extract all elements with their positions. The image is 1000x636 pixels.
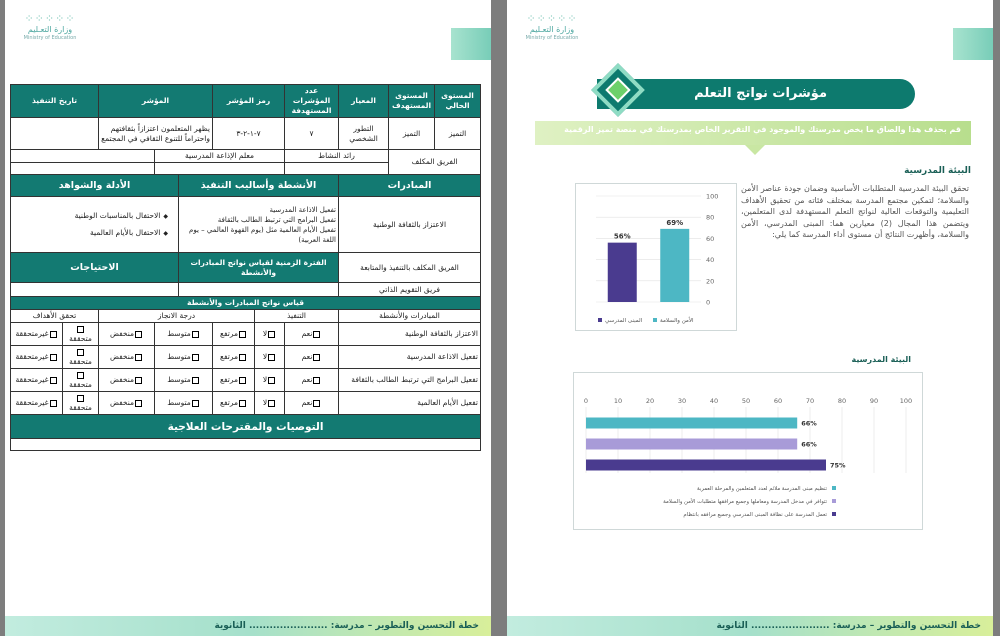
checkbox-icon bbox=[192, 331, 199, 338]
x-tick-label: 30 bbox=[677, 397, 687, 405]
ministry-logo bbox=[17, 13, 83, 47]
checkbox-icon bbox=[192, 377, 199, 384]
evidence-text: الاحتفال بالمناسبات الوطنية bbox=[74, 210, 161, 220]
x-tick-label: 50 bbox=[741, 397, 751, 405]
opt-label: لا bbox=[262, 375, 268, 384]
opt-label: نعم bbox=[301, 375, 313, 384]
team-blank-3[interactable] bbox=[11, 163, 155, 175]
opt-label: نعم bbox=[301, 352, 313, 361]
checkbox-icon bbox=[313, 331, 320, 338]
opt-yes[interactable] bbox=[285, 369, 339, 392]
opt-medium[interactable] bbox=[155, 392, 213, 415]
opt-label: مرتفع bbox=[220, 375, 239, 384]
cell-level-target: التميز bbox=[389, 118, 435, 150]
vertical-bar-chart bbox=[576, 184, 736, 330]
y-tick-label: 40 bbox=[706, 256, 715, 265]
corner-decoration bbox=[953, 28, 993, 60]
opt-label: متوسط bbox=[167, 329, 191, 338]
data-label: 75% bbox=[830, 461, 846, 470]
checkbox-icon bbox=[77, 395, 84, 402]
checkbox-icon bbox=[268, 400, 275, 407]
checkbox-icon bbox=[135, 331, 142, 338]
logo-mark-icon: ⁘⁘⁘⁘⁘ bbox=[526, 12, 578, 25]
opt-low[interactable] bbox=[99, 346, 155, 369]
bar bbox=[586, 439, 797, 450]
opt-yes[interactable] bbox=[285, 346, 339, 369]
checkbox-icon bbox=[268, 331, 275, 338]
chart-1-container bbox=[575, 183, 737, 331]
checkbox-icon bbox=[77, 326, 84, 333]
opt-label: لا bbox=[262, 352, 268, 361]
opt-medium[interactable] bbox=[155, 323, 213, 346]
chart-2-title: البيئة المدرسية bbox=[851, 355, 911, 364]
cell-activities bbox=[179, 197, 339, 253]
th-initiatives: المبادرات bbox=[339, 175, 481, 197]
measure-item: الاعتزاز بالثقافة الوطنية bbox=[339, 323, 481, 346]
y-tick-label: 0 bbox=[706, 298, 711, 307]
checkbox-icon bbox=[313, 400, 320, 407]
plan-table bbox=[10, 84, 481, 451]
ministry-logo bbox=[519, 13, 585, 47]
measure-item: تفعيل الأيام العالمية bbox=[339, 392, 481, 415]
opt-label: متحققة bbox=[69, 380, 92, 389]
activity-leader: رائد النشاط bbox=[285, 150, 389, 163]
checkbox-icon bbox=[50, 354, 57, 361]
legend-swatch bbox=[653, 318, 657, 322]
activity-item: تفعيل البرامج التي ترتبط الطالب بالثقافة bbox=[217, 215, 337, 224]
opt-not-achieved[interactable] bbox=[11, 323, 63, 346]
legend-swatch bbox=[832, 486, 836, 490]
measure-row bbox=[11, 323, 481, 346]
th-level-current: المستوى الحالي bbox=[435, 85, 481, 118]
checkbox-icon bbox=[77, 349, 84, 356]
th-exec-date: تاريخ التنفيذ bbox=[11, 85, 99, 118]
team-label: الفريق المكلف bbox=[389, 150, 481, 175]
measure-row bbox=[11, 346, 481, 369]
data-label: 56% bbox=[613, 232, 631, 241]
mh-execution: التنفيذ bbox=[255, 310, 339, 323]
checkbox-icon bbox=[239, 377, 246, 384]
opt-medium[interactable] bbox=[155, 369, 213, 392]
checkbox-icon bbox=[77, 372, 84, 379]
x-tick-label: 80 bbox=[837, 397, 847, 405]
opt-not-achieved[interactable] bbox=[11, 369, 63, 392]
opt-label: غيرمتحققة bbox=[15, 375, 49, 384]
opt-label: منخفض bbox=[109, 352, 135, 361]
checkbox-icon bbox=[50, 377, 57, 384]
self-eval-label: فريق التقويم الذاتي bbox=[339, 283, 481, 297]
legend-swatch bbox=[832, 512, 836, 516]
mh-item: المبادرات والأنشطة bbox=[339, 310, 481, 323]
opt-label: لا bbox=[262, 398, 268, 407]
opt-high[interactable] bbox=[213, 346, 255, 369]
page-footer: خطة التحسين والتطوير – مدرسة: ....................... الثانوية bbox=[5, 616, 491, 636]
data-label: 66% bbox=[801, 419, 817, 428]
checkbox-icon bbox=[239, 400, 246, 407]
measure-item: تفعيل الاذاعة المدرسية bbox=[339, 346, 481, 369]
corner-decoration bbox=[451, 28, 491, 60]
cell-exec-date[interactable] bbox=[11, 118, 99, 150]
opt-no[interactable] bbox=[255, 323, 285, 346]
cell-indicator: يظهر المتعلمون اعتزازاً بثقافتهم واحتراماً للتنوع الثقافي في المجتمع bbox=[99, 118, 213, 150]
checkbox-icon bbox=[192, 354, 199, 361]
opt-label: غيرمتحققة bbox=[15, 398, 49, 407]
checkbox-icon bbox=[135, 400, 142, 407]
opt-no[interactable] bbox=[255, 346, 285, 369]
opt-label: مرتفع bbox=[220, 352, 239, 361]
measure-row bbox=[11, 369, 481, 392]
team-blank-1[interactable] bbox=[285, 163, 389, 175]
x-tick-label: 90 bbox=[869, 397, 879, 405]
opt-achieved[interactable] bbox=[63, 392, 99, 415]
timeline-blank[interactable] bbox=[179, 283, 339, 297]
opt-low[interactable] bbox=[99, 323, 155, 346]
legend-label: تعمل المدرسة على نظافة المبنى المدرسي وجميع مرافقه بانتظام bbox=[683, 512, 827, 518]
team-blank-2[interactable] bbox=[155, 163, 285, 175]
opt-label: متحققة bbox=[69, 334, 92, 343]
checkbox-icon bbox=[135, 354, 142, 361]
th-level-target: المستوى المستهدف bbox=[389, 85, 435, 118]
cell-indicator-code: ٧-١-٢-٣ bbox=[213, 118, 285, 150]
opt-achieved[interactable] bbox=[63, 369, 99, 392]
opt-not-achieved[interactable] bbox=[11, 346, 63, 369]
mh-degree: درجة الانجاز bbox=[99, 310, 255, 323]
th-standard: المعيار bbox=[339, 85, 389, 118]
opt-label: منخفض bbox=[109, 375, 135, 384]
opt-label: غيرمتحققة bbox=[15, 352, 49, 361]
opt-low[interactable] bbox=[99, 369, 155, 392]
checkbox-icon bbox=[50, 331, 57, 338]
opt-label: مرتفع bbox=[220, 329, 239, 338]
opt-no[interactable] bbox=[255, 392, 285, 415]
horizontal-bar-chart bbox=[574, 373, 922, 529]
opt-achieved[interactable] bbox=[63, 346, 99, 369]
logo-mark-icon: ⁘⁘⁘⁘⁘ bbox=[24, 12, 76, 25]
checkbox-icon bbox=[135, 377, 142, 384]
opt-medium[interactable] bbox=[155, 346, 213, 369]
cell-evidence bbox=[11, 197, 179, 253]
x-tick-label: 70 bbox=[805, 397, 815, 405]
logo-subtext: Ministry of Education bbox=[23, 35, 77, 41]
x-tick-label: 40 bbox=[709, 397, 719, 405]
checkbox-icon bbox=[192, 400, 199, 407]
diamond-bullet-icon: ◆ bbox=[163, 212, 169, 220]
y-tick-label: 100 bbox=[706, 192, 719, 201]
cell-level-current: التميز bbox=[435, 118, 481, 150]
instruction-banner: قم بحذف هذا والصاق ما يخص مدرستك والموجود في التقرير الخاص بمدرستك في منصة تميز الرقمية bbox=[535, 121, 971, 145]
opt-label: متوسط bbox=[167, 375, 191, 384]
opt-label: مرتفع bbox=[220, 398, 239, 407]
legend-swatch bbox=[832, 499, 836, 503]
legend-label: تنظيم مبنى المدرسة ملائم لعدد المتعلمين والمرحلة العمرية bbox=[696, 486, 827, 492]
opt-label: متحققة bbox=[69, 403, 92, 412]
opt-yes[interactable] bbox=[285, 392, 339, 415]
legend-swatch bbox=[598, 318, 602, 322]
checkbox-icon bbox=[239, 331, 246, 338]
title-banner bbox=[597, 79, 915, 109]
checkbox-icon bbox=[239, 354, 246, 361]
evidence-item bbox=[13, 211, 168, 222]
opt-low[interactable] bbox=[99, 392, 155, 415]
data-label: 66% bbox=[801, 440, 817, 449]
opt-high[interactable] bbox=[213, 392, 255, 415]
recommendations-blank[interactable] bbox=[11, 439, 481, 451]
measure-row bbox=[11, 392, 481, 415]
bar bbox=[586, 418, 797, 429]
page-title: مؤشرات نواتج التعلم bbox=[694, 86, 827, 101]
chart-2-container bbox=[573, 372, 923, 530]
opt-label: متوسط bbox=[167, 398, 191, 407]
opt-label: نعم bbox=[301, 398, 313, 407]
opt-achieved[interactable] bbox=[63, 323, 99, 346]
page-footer: خطة التحسين والتطوير – مدرسة: ....................... الثانوية bbox=[507, 616, 993, 636]
legend-label: المبنى المدرسي bbox=[605, 318, 643, 324]
x-tick-label: 20 bbox=[645, 397, 655, 405]
plan-page bbox=[5, 0, 491, 636]
th-indicator-code: رمز المؤشر bbox=[213, 85, 285, 118]
opt-label: غيرمتحققة bbox=[15, 329, 49, 338]
needs-blank[interactable] bbox=[11, 283, 179, 297]
x-tick-label: 60 bbox=[773, 397, 783, 405]
evidence-item bbox=[13, 228, 168, 239]
section-title: البيئة المدرسية bbox=[904, 166, 971, 176]
checkbox-icon bbox=[268, 377, 275, 384]
opt-label: منخفض bbox=[109, 398, 135, 407]
legend-label: تتوافر في مدخل المدرسة ومعاملها وجميع مرافقها متطلبات الأمن والسلامة bbox=[663, 499, 827, 505]
bar bbox=[608, 243, 637, 302]
opt-high[interactable] bbox=[213, 323, 255, 346]
radio-teacher: معلم الإذاعة المدرسية bbox=[155, 150, 285, 163]
indicators-page bbox=[507, 0, 993, 636]
opt-label: لا bbox=[262, 329, 268, 338]
activity-item: تفعيل الاذاعة المدرسية bbox=[269, 205, 337, 214]
opt-yes[interactable] bbox=[285, 323, 339, 346]
y-tick-label: 80 bbox=[706, 213, 715, 222]
y-tick-label: 20 bbox=[706, 277, 715, 286]
logo-text: وزارة التعـليم bbox=[27, 25, 73, 34]
cell-initiative: الاعتزاز بالثقافة الوطنية bbox=[339, 197, 481, 253]
opt-label: متوسط bbox=[167, 352, 191, 361]
x-tick-label: 100 bbox=[899, 397, 913, 405]
th-indicators-count: عدد المؤشرات المستهدفة bbox=[285, 85, 339, 118]
x-tick-label: 0 bbox=[583, 397, 589, 405]
mh-goals: تحقق الأهداف bbox=[11, 310, 99, 323]
needs-header: الاحتياجات bbox=[11, 253, 179, 283]
bar bbox=[586, 460, 826, 471]
opt-high[interactable] bbox=[213, 369, 255, 392]
th-activities: الأنشطة وأساليب التنفيذ bbox=[179, 175, 339, 197]
data-label: 69% bbox=[666, 218, 684, 227]
logo-text: وزارة التعـليم bbox=[529, 25, 575, 34]
evidence-text: الاحتفال بالأيام العالمية bbox=[89, 227, 161, 237]
diamond-bullet-icon: ◆ bbox=[163, 229, 169, 237]
opt-label: متحققة bbox=[69, 357, 92, 366]
x-tick-label: 10 bbox=[613, 397, 623, 405]
checkbox-icon bbox=[268, 354, 275, 361]
team-extra[interactable] bbox=[11, 150, 155, 163]
opt-label: نعم bbox=[301, 329, 313, 338]
checkbox-icon bbox=[313, 354, 320, 361]
legend-label: الأمن والسلامة bbox=[660, 318, 694, 324]
arrow-down-icon bbox=[745, 145, 765, 155]
logo-subtext: Ministry of Education bbox=[525, 35, 579, 41]
checkbox-icon bbox=[313, 377, 320, 384]
measure-title: قياس نواتج المبادرات والأنشطة bbox=[11, 297, 481, 310]
opt-not-achieved[interactable] bbox=[11, 392, 63, 415]
cell-standard: التطور الشخصي bbox=[339, 118, 389, 150]
cell-indicators-count: ٧ bbox=[285, 118, 339, 150]
opt-label: منخفض bbox=[109, 329, 135, 338]
y-tick-label: 60 bbox=[706, 234, 715, 243]
measure-item: تفعيل البرامج التي ترتبط الطالب بالثقافة bbox=[339, 369, 481, 392]
th-indicator: المؤشر bbox=[99, 85, 213, 118]
section-paragraph: تحقق البيئة المدرسية المتطلبات الأساسية وضمان جودة عناصر الأمن والسلامة؛ لتمكين مجتمع المدرسة بمختلف فئاته من تحقيق الأهداف التعليمية والتوقعات العالية لنواتج التعلم المستهدفة لدى المتعلمين، ويتضمن هذا المجال (2) معيارين هما: المبنى المدرسي، الأمن والسلامة، وأظهرت النتائج أن مستوى أداء المدرسة كما يلي: bbox=[741, 184, 969, 239]
checkbox-icon bbox=[50, 400, 57, 407]
team-follow: الفريق المكلف بالتنفيذ والمتابعة bbox=[339, 253, 481, 283]
th-evidence: الأدلة والشواهد bbox=[11, 175, 179, 197]
activity-item: تفعيل الأيام العالمية مثل (يوم القهوة العالمي – يوم اللغة العربية) bbox=[189, 225, 337, 244]
recommendations-header: التوصيات والمقترحات العلاجية bbox=[11, 415, 481, 439]
opt-no[interactable] bbox=[255, 369, 285, 392]
bar bbox=[660, 229, 689, 302]
timeline-header: الفترة الزمنية لقياس نواتج المبادرات والأنشطة bbox=[179, 253, 339, 283]
